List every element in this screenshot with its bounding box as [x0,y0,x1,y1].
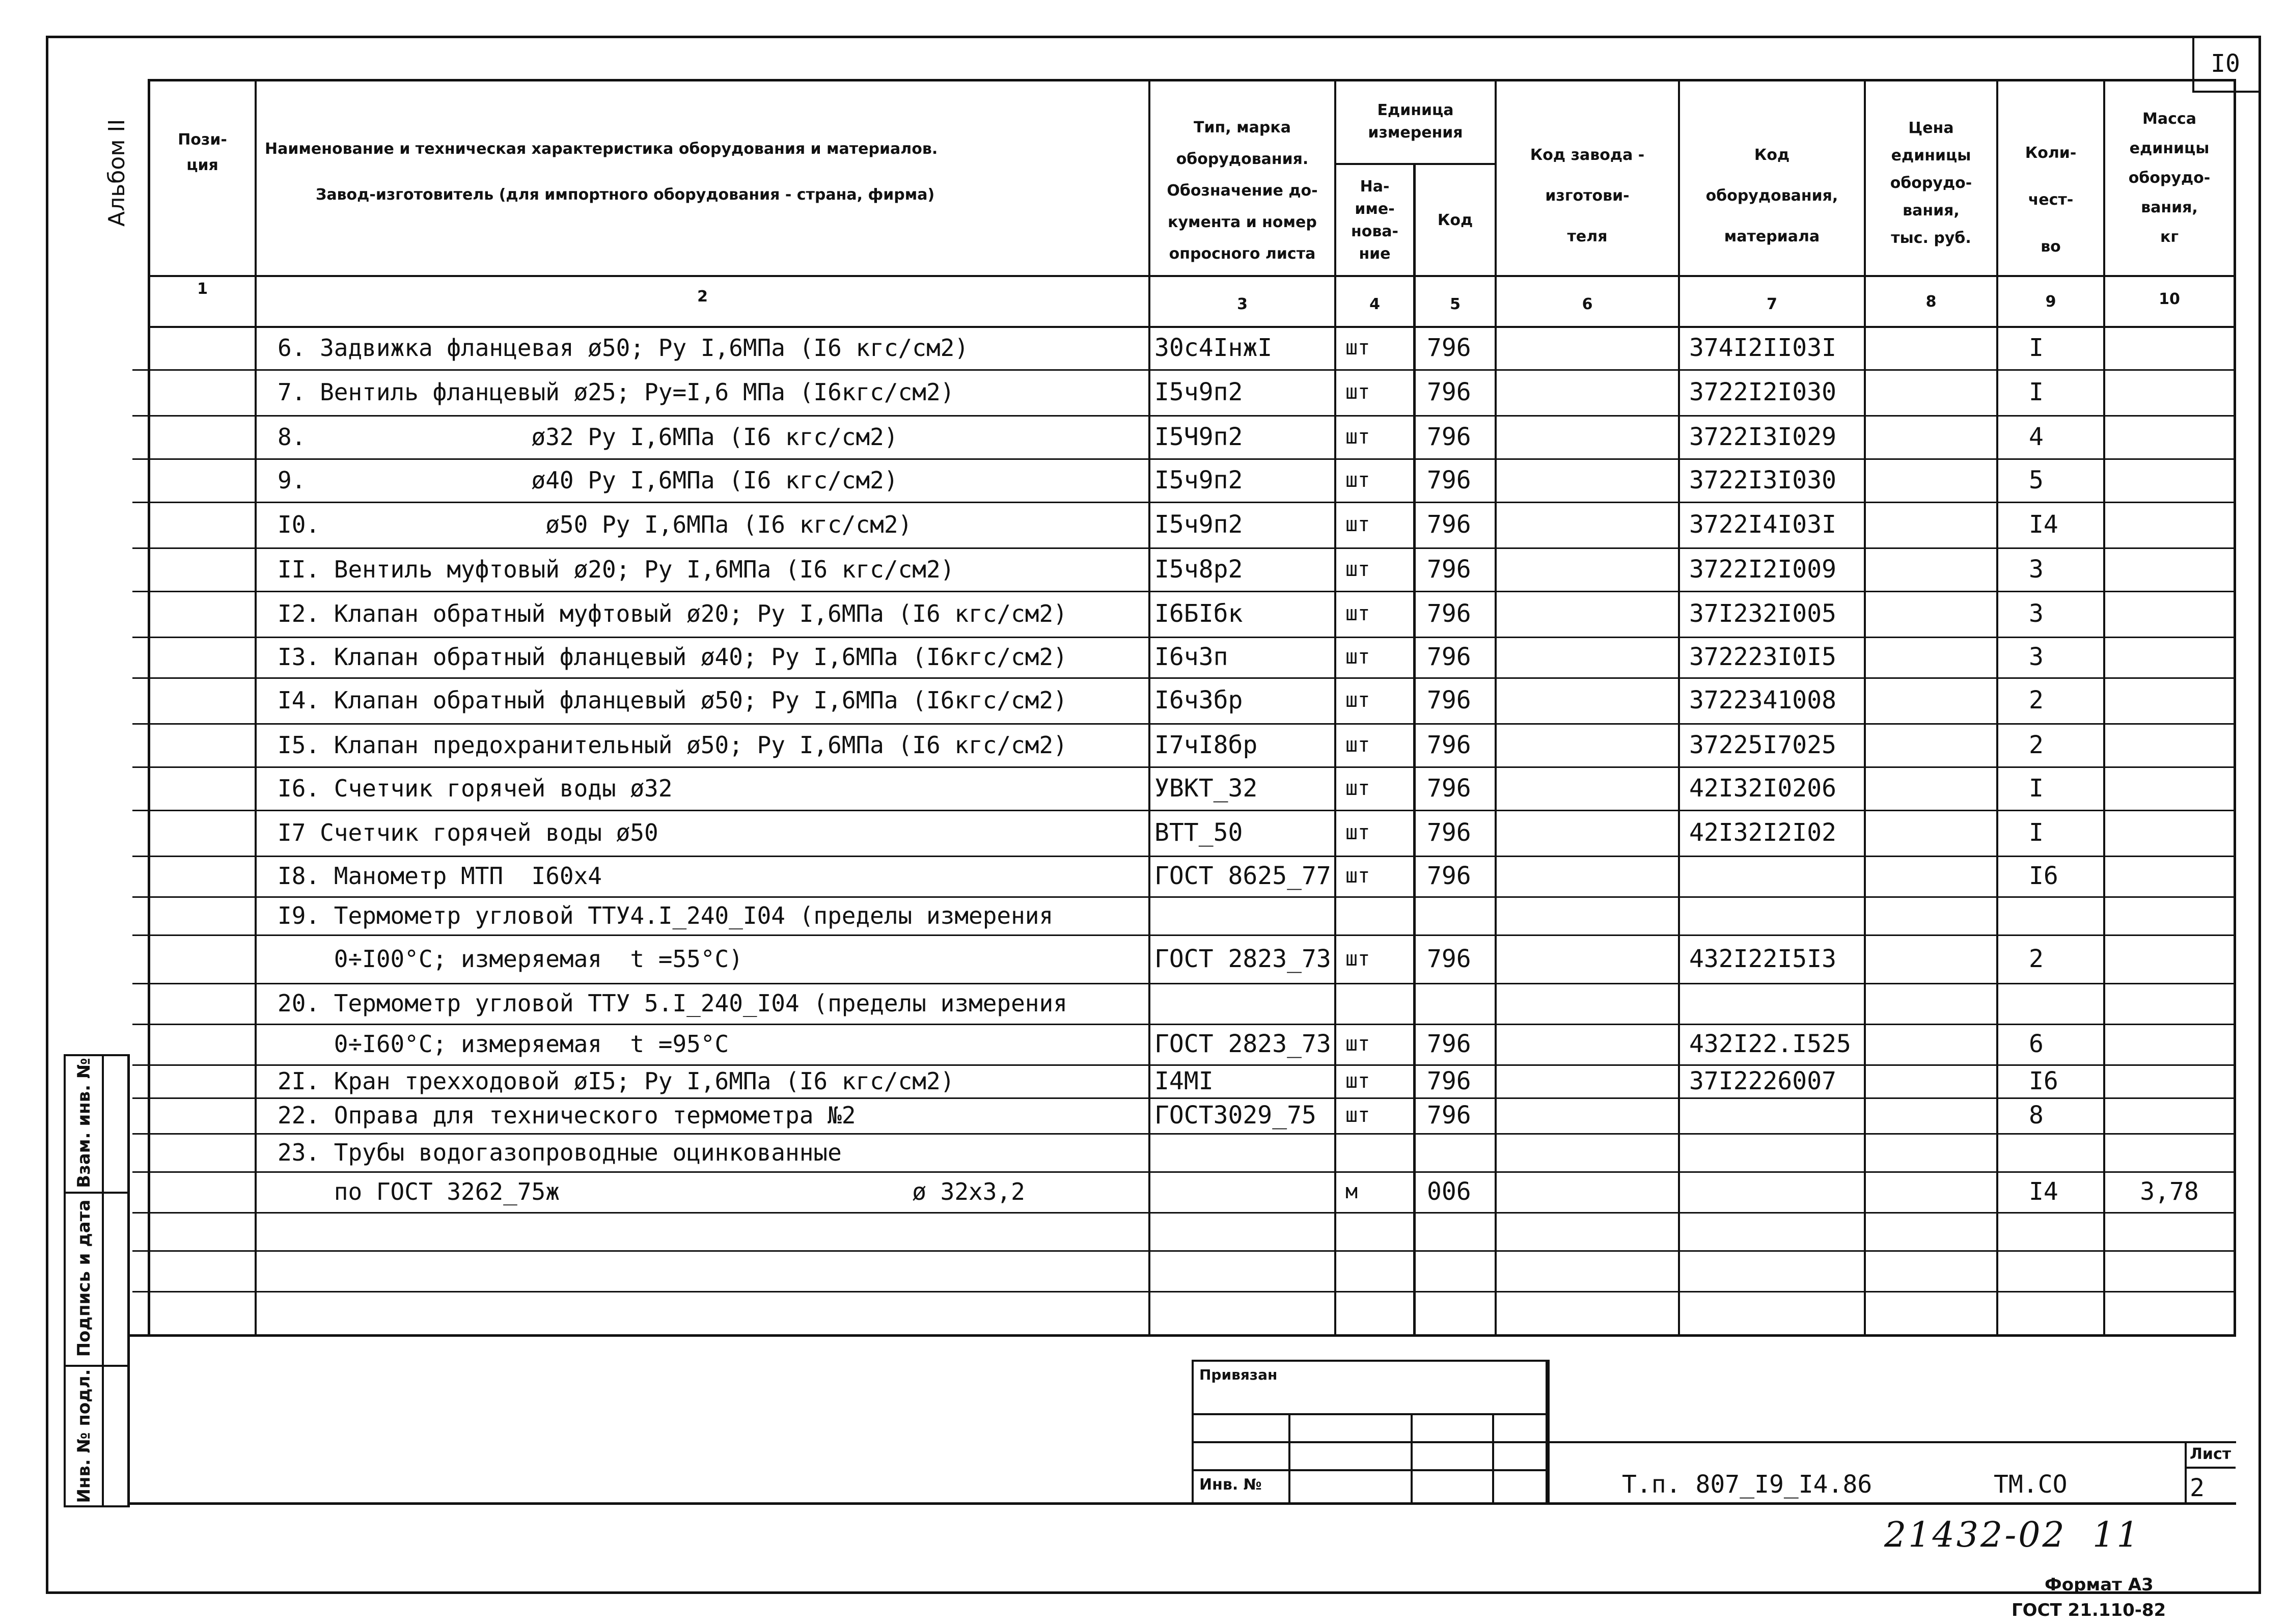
gost-label: ГОСТ 21.110-82 [2012,1600,2166,1620]
cell-code: 796 [1427,944,1471,973]
cell-code: 796 [1427,510,1471,539]
margin-vzam-label: Взам. инв. № [74,1058,94,1188]
cell-unit: м [1345,1180,1358,1203]
cell-code: 796 [1427,730,1471,759]
row-line [132,591,2236,592]
cell-name: 22. Оправа для технического термометра №2 [278,1102,856,1129]
cell-code: 796 [1427,1030,1471,1058]
cell-unit: шт [1345,1069,1370,1093]
cell-type: I5ч9п2 [1154,465,1243,494]
cell-code: 796 [1427,465,1471,494]
header-unit-name: На- име- нова- ние [1351,178,1399,263]
cell-type: I5ч9п2 [1154,510,1243,539]
list-label: Лист [2190,1445,2232,1463]
cell-name: I5. Клапан предохранительный ø50; Ру I,6МПа (I6 кгс/см2) [278,731,1067,759]
cell-unit: шт [1345,425,1370,449]
cell-type: I6ч3п [1154,643,1228,671]
cell-equip: 3722I3I030 [1689,465,1836,494]
row-line [132,766,2236,768]
cell-qty: I6 [2029,862,2058,890]
cell-name: II. Вентиль муфтовый ø20; Ру I,6МПа (I6 кгс/см2) [278,555,955,583]
cell-name: по ГОСТ 3262_75ж ø 32х3,2 [278,1178,1025,1205]
row-line [132,1212,2236,1214]
cell-qty: I [2029,333,2044,362]
header-unit: Единица измерения [1368,101,1463,142]
row-line [132,502,2236,503]
cell-unit: шт [1345,602,1370,625]
header-name-line2: Завод-изготовитель (для импортного оборудования - страна, фирма) [316,186,935,204]
cell-name: I4. Клапан обратный фланцевый ø50; Ру I,6МПа (I6кгс/см2) [278,686,1067,714]
cell-unit: шт [1345,864,1370,888]
handwritten-number: 21432-02 11 [1884,1515,2141,1555]
cell-name: 2I. Кран трехходовой øI5; Ру I,6МПа (I6 кгс/см2) [278,1067,955,1095]
cell-name: 7. Вентиль фланцевый ø25; Ру=I,6 МПа (I6кгс/см2) [278,378,955,406]
row-line [132,1291,2236,1292]
cell-code: 796 [1427,555,1471,584]
col-number: 7 [1767,295,1777,313]
cell-equip: 432I22I5I3 [1689,944,1836,973]
row-line [132,1097,2236,1099]
col-number: 6 [1582,295,1593,313]
cell-code: 796 [1427,378,1471,406]
row-line [132,934,2236,936]
header-name-line1: Наименование и техническая характеристика оборудования и материалов. [265,140,938,158]
cell-code: 796 [1427,862,1471,890]
cell-type: I6ч3бр [1154,686,1243,714]
row-line [132,415,2236,417]
cell-name: I6. Счетчик горячей воды ø32 [278,774,673,802]
cell-equip: 374I2II03I [1689,333,1836,362]
cell-code: 796 [1427,686,1471,714]
cell-type: I6БIбк [1154,599,1243,628]
cell-type: I7чI8бр [1154,730,1258,759]
col-number: 2 [697,288,708,306]
cell-equip: 37225I7025 [1689,730,1836,759]
cell-qty: I4 [2029,1177,2058,1206]
cell-unit: шт [1345,1032,1370,1056]
cell-code: 796 [1427,1066,1471,1095]
cell-unit: шт [1345,336,1370,360]
col-number: 3 [1237,295,1248,313]
cell-equip: 37I232I005 [1689,599,1836,628]
cell-qty: I [2029,774,2044,803]
cell-qty: 3 [2029,599,2044,628]
stamp-privyazan-label: Привязан [1199,1366,1278,1383]
cell-code: 796 [1427,643,1471,671]
cell-qty: I4 [2029,510,2058,539]
cell-name: I7 Счетчик горячей воды ø50 [278,819,658,846]
stamp-inv-label: Инв. № [1199,1476,1262,1494]
row-line [132,896,2236,898]
cell-code: 796 [1427,422,1471,451]
cell-type: ГОСТ 2823_73 [1154,1030,1331,1058]
row-line [132,458,2236,460]
cell-qty: 2 [2029,944,2044,973]
row-line [132,810,2236,811]
col-number: 10 [2159,290,2180,308]
cell-code: 796 [1427,818,1471,847]
cell-unit: шт [1345,645,1370,669]
cell-name: 0÷I60°С; измеряемая t =95°С [278,1030,729,1058]
cell-equip: 37I2226007 [1689,1066,1836,1095]
cell-qty: 4 [2029,422,2044,451]
cell-equip: 3722I2I009 [1689,555,1836,584]
document-mark: ТМ.СО [1994,1470,2068,1499]
cell-name: 0÷I00°С; измеряемая t =55°С) [278,945,743,973]
cell-unit: шт [1345,689,1370,712]
cell-equip: 3722I2I030 [1689,378,1836,406]
col-number: 4 [1369,295,1380,313]
row-line [132,723,2236,725]
col-number: 5 [1450,295,1461,313]
cell-type: 30с4IнжI [1154,333,1273,362]
cell-name: 20. Термометр угловой ТТУ 5.I_240_I04 (пределы измерения [278,989,1067,1017]
cell-unit: шт [1345,776,1370,800]
cell-type: ГОСТ3029_75 [1154,1101,1316,1130]
cell-equip: 3722I3I029 [1689,422,1836,451]
cell-unit: шт [1345,380,1370,404]
cell-name: 23. Трубы водогазопроводные оцинкованные [278,1138,842,1166]
cell-unit: шт [1345,468,1370,492]
cell-equip: 42I32I0206 [1689,774,1836,803]
col-number: 9 [2045,293,2056,311]
cell-equip: 3722341008 [1689,686,1836,714]
cell-name: I0. ø50 Ру I,6МПа (I6 кгс/см2) [278,511,913,538]
cell-qty: I [2029,818,2044,847]
cell-type: УВКТ_32 [1154,774,1258,803]
header-type: Тип, марка оборудования. Обозначение до- кумента и номер опросного листа [1167,119,1318,263]
list-number: 2 [2190,1474,2205,1502]
cell-unit: шт [1345,1104,1370,1127]
cell-mass: 3,78 [2140,1177,2199,1206]
cell-qty: 8 [2029,1101,2044,1130]
cell-code: 796 [1427,1101,1471,1130]
cell-equip: 432I22.I525 [1689,1030,1851,1058]
cell-name: 8. ø32 Ру I,6МПа (I6 кгс/см2) [278,423,898,451]
cell-type: I5Ч9п2 [1154,422,1243,451]
margin-inv-podl-label: Инв. № подл. [74,1369,94,1503]
cell-type: I4МI [1154,1066,1214,1095]
header-equip-code: Код оборудования, материала [1705,146,1838,245]
cell-unit: шт [1345,557,1370,581]
cell-equip: 372223I0I5 [1689,643,1836,671]
cell-type: ВТТ_50 [1154,818,1243,847]
cell-unit: шт [1345,821,1370,844]
header-qty: Коли- чест- во [2025,144,2077,256]
header-unit-code: Код [1437,211,1473,229]
cell-equip: 42I32I2I02 [1689,818,1836,847]
album-label: Альбом II [104,119,130,227]
cell-equip: 3722I4I03I [1689,510,1836,539]
row-line [132,637,2236,638]
cell-qty: 2 [2029,730,2044,759]
cell-type: ГОСТ 8625_77 [1154,862,1331,890]
row-line [132,1133,2236,1135]
row-line [132,1171,2236,1173]
row-line [132,856,2236,857]
cell-code: 796 [1427,333,1471,362]
cell-name: I3. Клапан обратный фланцевый ø40; Ру I,6МПа (I6кгс/см2) [278,643,1067,671]
header-price: Цена единицы оборудо- вания, тыс. руб. [1890,119,1972,247]
cell-qty: I6 [2029,1066,2058,1095]
row-line [132,1250,2236,1252]
row-line [132,983,2236,984]
cell-code: 006 [1427,1177,1471,1206]
cell-unit: шт [1345,947,1370,971]
row-line [132,547,2236,549]
cell-unit: шт [1345,733,1370,757]
row-line [132,369,2236,371]
cell-type: I5ч9п2 [1154,378,1243,406]
cell-qty: 6 [2029,1030,2044,1058]
cell-qty: 2 [2029,686,2044,714]
row-line [132,1024,2236,1025]
cell-name: 6. Задвижка фланцевая ø50; Ру I,6МПа (I6 кгс/см2) [278,334,969,362]
cell-name: I8. Манометр МТП I60х4 [278,862,602,890]
document-code: Т.п. 807_I9_I4.86 [1622,1470,1872,1499]
row-line [132,677,2236,679]
cell-qty: I [2029,378,2044,406]
cell-qty: 3 [2029,643,2044,671]
cell-name: 9. ø40 Ру I,6МПа (I6 кгс/см2) [278,466,898,494]
cell-code: 796 [1427,599,1471,628]
format-label: Формат А3 [2045,1575,2154,1595]
cell-type: ГОСТ 2823_73 [1154,944,1331,973]
cell-qty: 5 [2029,465,2044,494]
col-number: 8 [1925,293,1937,311]
margin-podpis-label: Подпись и дата [74,1199,94,1357]
header-factory-code: Код завода - изготови- теля [1530,146,1645,245]
cell-qty: 3 [2029,555,2044,584]
cell-type: I5ч8р2 [1154,555,1243,584]
cell-code: 796 [1427,774,1471,803]
cell-unit: шт [1345,513,1370,536]
corner-page-number: I0 [2211,49,2240,78]
col-number: 1 [197,280,208,298]
header-mass: Масса единицы оборудо- вания, кг [2128,110,2211,246]
header-position: Пози- ция [178,131,227,174]
cell-name: I2. Клапан обратный муфтовый ø20; Ру I,6МПа (I6 кгс/см2) [278,600,1067,627]
cell-name: I9. Термометр угловой ТТУ4.I_240_I04 (пределы измерения [278,901,1054,929]
